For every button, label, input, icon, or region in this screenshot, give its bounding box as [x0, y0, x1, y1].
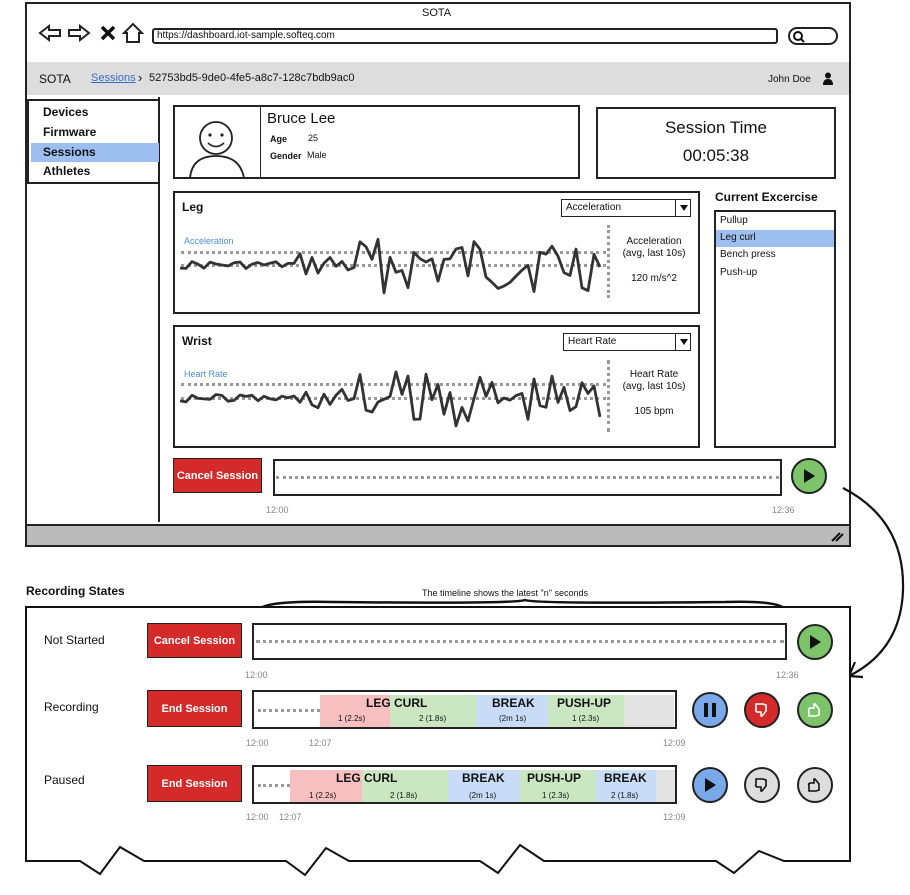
avatar-divider: [260, 107, 261, 177]
stat-title-wrist: Heart Rate: [629, 369, 679, 380]
cancel-session-button-not-started[interactable]: Cancel Session: [147, 623, 242, 658]
timeline-paused[interactable]: [252, 765, 677, 804]
recording-time-2: 12:09: [663, 738, 686, 748]
athlete-age-value: 25: [308, 133, 319, 143]
segment-label-break: BREAK: [492, 696, 535, 710]
end-session-button-paused[interactable]: End Session: [147, 765, 242, 802]
states-title: Recording States: [26, 584, 125, 598]
thumbs-down-icon: [754, 777, 770, 793]
stat-divider-wrist: [607, 360, 610, 432]
exercise-title: Current Excercise: [715, 190, 818, 204]
timeline-not-started-track: [256, 640, 784, 643]
resume-button-paused[interactable]: [692, 767, 728, 803]
paused-time-1: 12:07: [279, 812, 302, 822]
chevron-down-icon[interactable]: [675, 199, 691, 217]
segment-sub-break: (2m 1s): [499, 714, 527, 723]
exercise-list: [714, 210, 836, 448]
window-title: SOTA: [422, 7, 452, 19]
search-icon: [792, 30, 806, 43]
play-button-not-started[interactable]: [797, 624, 833, 660]
exercise-item-bench-press[interactable]: Bench press: [720, 249, 776, 260]
thumbs-up-icon: [807, 777, 823, 793]
not-started-start-time: 12:00: [245, 670, 268, 680]
back-icon[interactable]: [38, 24, 62, 42]
sensor-chart-wrist: [180, 358, 610, 438]
stat-value-leg: 120 m/s^2: [631, 273, 677, 284]
recording-time-0: 12:00: [246, 738, 269, 748]
breadcrumb-sessions-link[interactable]: Sessions: [91, 72, 136, 84]
exercise-item-push-up[interactable]: Push-up: [720, 267, 758, 278]
thumbs-down-button-paused[interactable]: [744, 767, 780, 803]
segment-label-break-2: BREAK: [604, 771, 647, 785]
not-started-end-time: 12:36: [776, 670, 799, 680]
sensor-dropdown-leg-value: Acceleration: [566, 202, 622, 213]
sensor-chart-leg: [180, 225, 610, 305]
athlete-name: Bruce Lee: [267, 110, 336, 127]
avatar: [186, 110, 254, 178]
play-icon: [703, 777, 717, 793]
segment-sub-leg-curl-2: 2 (1.8s): [390, 791, 418, 800]
segment-label-leg-curl: LEG CURL: [366, 696, 428, 710]
user-name[interactable]: John Doe: [768, 74, 811, 85]
segment-sub-leg-curl-2: 2 (1.8s): [419, 714, 447, 723]
athlete-age-label: Age: [270, 134, 288, 144]
end-session-button-recording[interactable]: End Session: [147, 690, 242, 727]
stat-value-wrist: 105 bpm: [634, 406, 674, 417]
thumbs-up-button-recording[interactable]: [797, 692, 833, 728]
sensor-title-leg: Leg: [182, 200, 204, 214]
segment-current: [656, 770, 676, 804]
exercise-item-leg-curl[interactable]: Leg curl: [720, 232, 756, 243]
segment-label-push-up: PUSH-UP: [527, 771, 582, 785]
chart-label-wrist: Heart Rate: [184, 369, 228, 379]
app-name: SOTA: [39, 72, 71, 86]
home-icon[interactable]: [122, 22, 144, 44]
session-time-value: 00:05:38: [682, 146, 750, 165]
pause-icon: [703, 702, 717, 718]
sidebar-item-sessions[interactable]: Sessions: [31, 143, 159, 162]
sensor-dropdown-wrist-value: Heart Rate: [568, 336, 617, 347]
timeline-recording-track: [258, 709, 320, 712]
athlete-gender-value: Male: [307, 150, 327, 160]
segment-sub-break: (2m 1s): [469, 791, 497, 800]
timeline-end-time: 12:36: [772, 505, 795, 515]
user-icon[interactable]: [823, 72, 833, 85]
session-timeline-track: [276, 476, 779, 479]
chart-label-leg: Acceleration: [184, 236, 234, 246]
segment-sub-leg-curl-1: 1 (2.2s): [338, 714, 366, 723]
athlete-gender-label: Gender: [270, 151, 302, 161]
exercise-item-pullup[interactable]: Pullup: [720, 215, 748, 226]
sidebar-item-devices[interactable]: Devices: [43, 105, 89, 119]
segment-label-break: BREAK: [462, 771, 505, 785]
breadcrumb-session-id: 52753bd5-9de0-4fe5-a8c7-128c7bdb9ac0: [149, 72, 355, 84]
play-icon: [802, 468, 816, 484]
stat-subtitle-wrist: (avg, last 10s): [622, 381, 686, 392]
breadcrumb-separator: ›: [138, 70, 143, 85]
segment-sub-leg-curl-1: 1 (2.2s): [309, 791, 337, 800]
close-icon[interactable]: [100, 25, 116, 41]
sidebar-item-firmware[interactable]: Firmware: [43, 125, 97, 139]
cancel-session-button[interactable]: Cancel Session: [173, 458, 262, 493]
pause-button-recording[interactable]: [692, 692, 728, 728]
sidebar-menu: [27, 99, 160, 184]
thumbs-down-button-recording[interactable]: [744, 692, 780, 728]
segment-label-leg-curl: LEG CURL: [336, 771, 398, 785]
thumbs-up-icon: [807, 702, 823, 718]
segment-sub-break-2: 2 (1.8s): [611, 791, 639, 800]
sensor-title-wrist: Wrist: [182, 334, 212, 348]
segment-sub-push-up: 1 (2.3s): [542, 791, 570, 800]
sidebar-item-athletes[interactable]: Athletes: [43, 164, 91, 178]
states-note: The timeline shows the latest "n" seconds: [422, 588, 588, 598]
play-icon: [808, 634, 822, 650]
stat-title-leg: Acceleration: [626, 236, 682, 247]
state-label-recording: Recording: [44, 700, 99, 714]
play-button[interactable]: [791, 458, 827, 494]
timeline-recording[interactable]: [252, 690, 677, 729]
segment-label-push-up: PUSH-UP: [557, 696, 612, 710]
segment-sub-push-up: 1 (2.3s): [572, 714, 600, 723]
stat-divider-leg: [607, 225, 610, 298]
timeline-start-time: 12:00: [266, 505, 289, 515]
status-bar: [27, 524, 849, 545]
timeline-paused-track: [258, 784, 290, 787]
state-label-paused: Paused: [44, 773, 85, 787]
session-time-label: Session Time: [664, 118, 768, 137]
paused-time-2: 12:09: [663, 812, 686, 822]
thumbs-down-icon: [754, 702, 770, 718]
url-text: https://dashboard.iot-sample.softeq.com: [157, 30, 335, 41]
chevron-down-icon[interactable]: [675, 333, 691, 351]
paused-time-0: 12:00: [246, 812, 269, 822]
stat-subtitle-leg: (avg, last 10s): [622, 248, 686, 259]
forward-icon[interactable]: [67, 24, 91, 42]
state-label-not-started: Not Started: [44, 633, 105, 647]
segment-current: [624, 695, 674, 729]
thumbs-up-button-paused[interactable]: [797, 767, 833, 803]
recording-time-1: 12:07: [309, 738, 332, 748]
